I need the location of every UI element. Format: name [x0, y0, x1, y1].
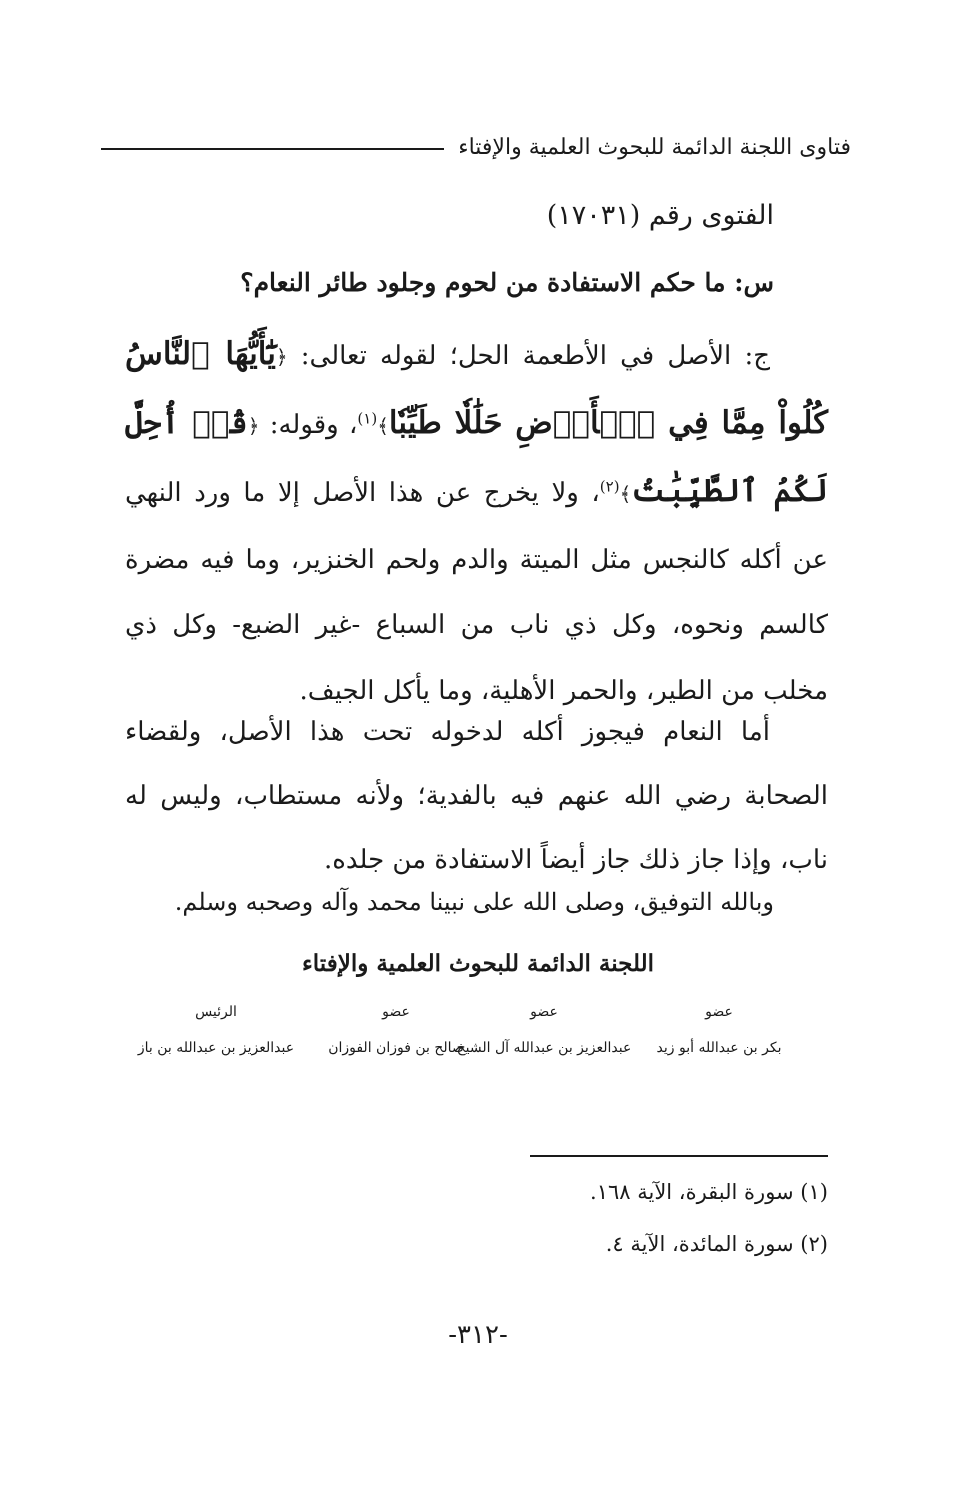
header-rule — [101, 148, 444, 150]
footnote-1: (١) سورة البقرة، الآية ١٦٨. — [590, 1180, 828, 1204]
book-title: فتاوى اللجنة الدائمة للبحوث العلمية والإفتاء — [458, 134, 851, 160]
running-header — [101, 132, 851, 162]
signatory-role: عضو — [382, 1004, 410, 1020]
footnote-rule — [530, 1155, 828, 1157]
answer-intro: ج: الأصل في الأطعمة الحل؛ لقوله تعالى: — [287, 341, 770, 371]
signatory-name: عبدالعزيز بن عبدالله آل الشيخ — [456, 1040, 632, 1056]
footnote-2: (٢) سورة المائدة، الآية ٤. — [605, 1232, 828, 1256]
page-number: -٣١٢- — [448, 1320, 508, 1350]
signatory-name: عبدالعزيز بن عبدالله بن باز — [137, 1040, 295, 1056]
signatory-role: عضو — [705, 1004, 733, 1020]
question-text: س: ما حكم الاستفادة من لحوم وجلود طائر النعام؟ — [240, 268, 774, 297]
quran-close-bracket: ﴾ — [619, 482, 632, 506]
footnote-marker-1: (١) — [357, 408, 378, 427]
footnote-marker-2: (٢) — [599, 477, 620, 496]
answer-rest: ، ولا يخرج عن هذا الأصل إلا ما ورد النهي عن أكله كالنجس مثل الميتة والدم ولحم الخنزير، وما فيه مضرة كالسم ونحوه، وكل ذي ناب من السباع -غير الضبع- وكل ذي مخلب من الطير، والحمر الأهلية، وما يأكل الجيف. — [125, 478, 828, 706]
closing-line: وبالله التوفيق، وصلى الله على نبينا محمد وآله وصحبه وسلم. — [174, 888, 774, 916]
quran-verse-2: قُلۡ أُحِلَّ لَكُمُ ٱلطَّيِّبَٰتُ — [125, 404, 828, 509]
signatory-name: صالح بن فوزان الفوزان — [328, 1040, 464, 1056]
signatory-name: بكر بن عبدالله أبو زيد — [656, 1040, 782, 1056]
quran-open-bracket: ﴿ — [247, 413, 260, 438]
signatory-role: عضو — [530, 1004, 558, 1020]
fatwa-number: الفتوى رقم (١٧٠٣١) — [546, 200, 774, 231]
committee-name: اللجنة الدائمة للبحوث العلمية والإفتاء — [301, 950, 655, 977]
answer-mid: ، وقوله: — [259, 409, 358, 440]
signatory-role: الرئيس — [195, 1004, 237, 1020]
quran-close-bracket: ﴾ — [377, 413, 389, 438]
quran-verse-1: يَٰٓأَيُّهَا ٱلنَّاسُ كُلُواْ مِمَّا فِي ٱلۡأَرۡضِ حَلَٰلٗا طَيِّبٗا — [125, 336, 828, 441]
quran-open-bracket: ﴿ — [275, 345, 288, 369]
answer-paragraph — [125, 322, 828, 724]
ostrich-ruling-paragraph: أما النعام فيجوز أكله لدخوله تحت هذا الأصل، ولقضاء الصحابة رضي الله عنهم فيه بالفدية؛ ولأنه مستطاب، وليس له ناب، وإذا جاز ذلك جاز أيضاً الاستفادة من جلده. — [125, 717, 828, 875]
